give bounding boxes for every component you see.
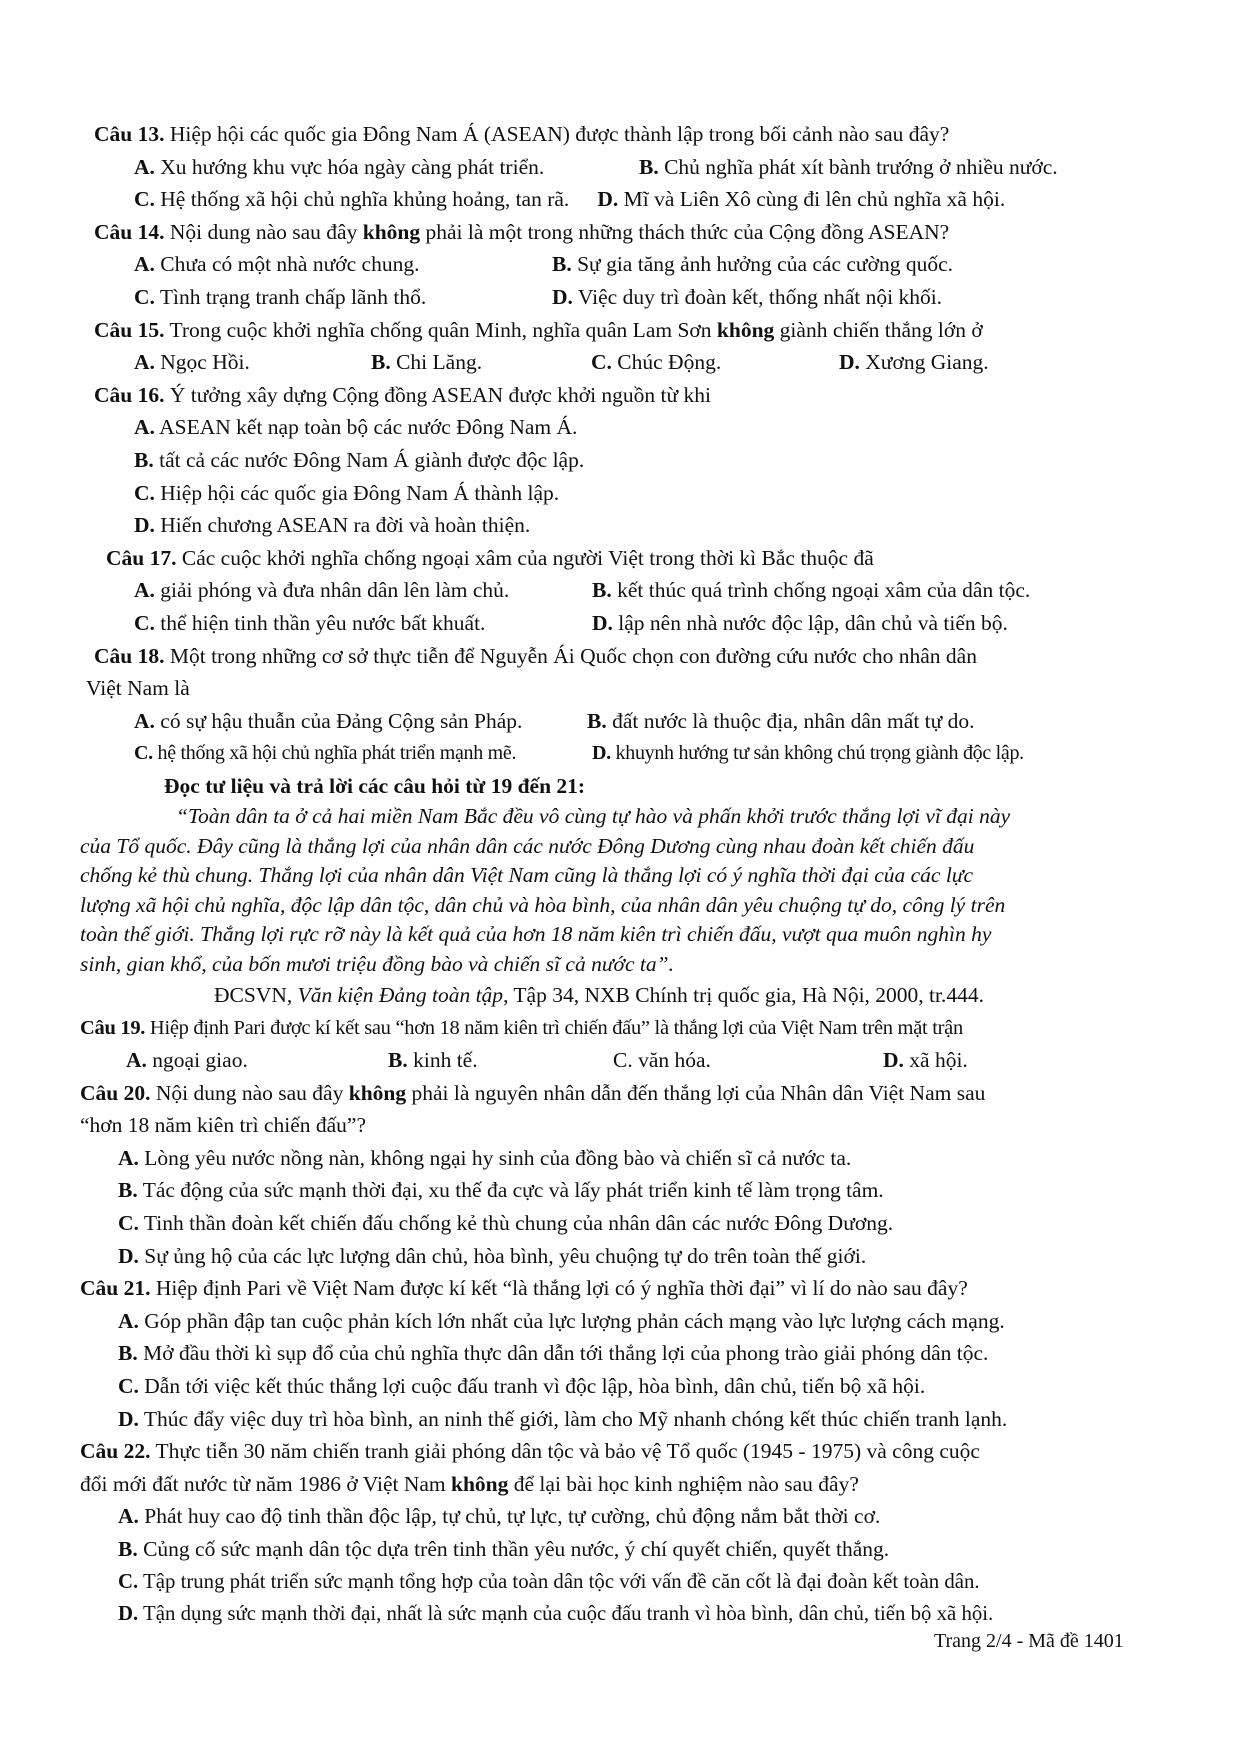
q14-option-a: Chưa có một nhà nước chung. [160,252,420,277]
q13-option-d: Mĩ và Liên Xô cùng đi lên chủ nghĩa xã hội. [623,187,1006,212]
quote-source: ĐCSVN, Văn kiện Đảng toàn tập, Tập 34, NXB Chính trị quốc gia, Hà Nội, 2000, tr.444. [214,982,984,1007]
q14-options-row-2: C. Tình trạng tranh chấp lãnh thổ. D. Việc duy trì đoàn kết, thống nhất nội khối. [134,284,943,309]
q14-option-b: Sự gia tăng ảnh hưởng của các cường quốc. [577,252,953,277]
q18-option-d: khuynh hướng tư sản không chú trọng giành độc lập. [615,742,1024,765]
q16-option-b: B. tất cả các nước Đông Nam Á giành được độc lập. [134,447,585,472]
q17-option-b: kết thúc quá trình chống ngoại xâm của dân tộc. [617,578,1031,603]
source-quote: “Toàn dân ta ở cả hai miền Nam Bắc đều vô cùng tự hào và phấn khởi trước thắng lợi vĩ đại này của Tổ quốc. Đây cũng là thắng lợi của nhân dân các nước Đông Dương cùng nhau đoàn kết chiến đấu chống kẻ thù chung. Thắng lợi của nhân dân Việt Nam cũng là thắng lợi có ý nghĩa thời đại của các lực lượng xã hội chủ nghĩa, độc lập dân tộc, dân chủ và hòa bình, của nhân dân yêu chuộng tự do, công lý trên toàn thế giới. Thắng lợi rực rỡ này là kết quả của hơn 18 năm kiên trì chiến đấu, vượt qua muôn nghìn hy sinh, gian khổ, của bốn mươi triệu đồng bào và chiến sĩ cả nước ta”. [80,804,1011,976]
q15-option-c: Chúc Động. [617,350,722,375]
q13-option-a: Xu hướng khu vực hóa ngày càng phát triển. [160,154,545,179]
q19-option-d: xã hội. [909,1048,968,1073]
q22-option-a: A. Phát huy cao độ tinh thần độc lập, tự chủ, tự lực, tự cường, chủ động nắm bắt thời cơ. [118,1504,881,1529]
q14-option-c: Tình trạng tranh chấp lãnh thổ. [159,284,427,309]
q15-option-a: Ngọc Hồi. [160,350,250,375]
q22-option-d: D. Tận dụng sức mạnh thời đại, nhất là sức mạnh của cuộc đấu tranh vì hòa bình, dân chủ, tiến bộ xã hội. [118,1602,994,1626]
q21-option-c: C. Dẫn tới việc kết thúc thắng lợi cuộc đấu tranh vì độc lập, hòa bình, dân chủ, tiến bộ xã hội. [118,1374,926,1399]
q18-options-row-2: C. hệ thống xã hội chủ nghĩa phát triển mạnh mẽ. D. khuynh hướng tư sản không chú trọng giành độc lập. [134,742,1024,765]
exam-page [80,118,1168,1631]
q16-option-c: C. Hiệp hội các quốc gia Đông Nam Á thành lập. [134,480,560,505]
q21-option-a: A. Góp phần đập tan cuộc phản kích lớn nhất của lực lượng phản cách mạng vào lực lượng cách mạng. [118,1308,1005,1333]
question-22: Câu 22. Thực tiễn 30 năm chiến tranh giải phóng dân tộc và bảo vệ Tổ quốc (1945 - 1975) và công cuộc [80,1439,980,1464]
q17-options-row-2: C. thể hiện tinh thần yêu nước bất khuất. D. lập nên nhà nước độc lập, dân chủ và tiến bộ. [134,610,1008,635]
q16-option-a: A. ASEAN kết nạp toàn bộ các nước Đông Nam Á. [134,415,578,440]
question-22-cont: đổi mới đất nước từ năm 1986 ở Việt Nam không để lại bài học kinh nghiệm nào sau đây? [80,1471,859,1496]
q13-option-b: Chủ nghĩa phát xít bành trướng ở nhiều nước. [664,154,1058,179]
q22-option-c: C. Tập trung phát triển sức mạnh tổng hợp của toàn dân tộc với vấn đề căn cốt là đại đoàn kết toàn dân. [118,1569,980,1593]
q19-option-c: văn hóa. [638,1048,711,1073]
question-20-cont: “hơn 18 năm kiên trì chiến đấu”? [80,1113,366,1138]
question-17: Câu 17. Các cuộc khởi nghĩa chống ngoại xâm của người Việt trong thời kì Bắc thuộc đã [106,545,874,570]
q19-options: A. ngoại giao. B. kinh tế. C. văn hóa. D. xã hội. [126,1048,968,1073]
question-15: Câu 15. Trong cuộc khởi nghĩa chống quân Minh, nghĩa quân Lam Sơn không giành chiến thắng lớn ở [94,317,983,342]
q20-option-b: B. Tác động của sức mạnh thời đại, xu thế đa cực và lấy phát triển kinh tế làm trọng tâm. [118,1178,884,1203]
q18-option-b: đất nước là thuộc địa, nhân dân mất tự do. [612,708,975,733]
q15-options: A. Ngọc Hồi. B. Chi Lăng. C. Chúc Động. D. Xương Giang. [134,350,989,375]
q20-option-c: C. Tinh thần đoàn kết chiến đấu chống kẻ thù chung của nhân dân các nước Đông Dương. [118,1211,894,1236]
q14-option-d: Việc duy trì đoàn kết, thống nhất nội khối. [577,284,943,309]
q17-option-c: thể hiện tinh thần yêu nước bất khuất. [160,610,486,635]
q15-option-b: Chi Lăng. [396,350,483,375]
reading-section-heading: Đọc tư liệu và trả lời các câu hỏi từ 19 đến 21: [164,773,586,798]
q14-options-row-1: A. Chưa có một nhà nước chung. B. Sự gia tăng ảnh hưởng của các cường quốc. [134,252,953,277]
question-18-cont: Việt Nam là [86,676,190,701]
q21-option-d: D. Thúc đẩy việc duy trì hòa bình, an ninh thế giới, làm cho Mỹ nhanh chóng kết thúc chiến tranh lạnh. [118,1406,1008,1431]
q21-option-b: B. Mở đầu thời kì sụp đổ của chủ nghĩa thực dân dẫn tới thắng lợi của phong trào giải phóng dân tộc. [118,1341,989,1366]
q20-option-d: D. Sự ủng hộ của các lực lượng dân chủ, hòa bình, yêu chuộng tự do trên toàn thế giới. [118,1243,867,1268]
question-16: Câu 16. Ý tưởng xây dựng Cộng đồng ASEAN được khởi nguồn từ khi [94,382,712,407]
q13-options-row-1: A. Xu hướng khu vực hóa ngày càng phát triển. B. Chủ nghĩa phát xít bành trướng ở nhiều nước. [134,154,1058,179]
q18-options-row-1: A. có sự hậu thuẫn của Đảng Cộng sản Pháp. B. đất nước là thuộc địa, nhân dân mất tự do. [134,708,975,733]
q16-option-d: D. Hiến chương ASEAN ra đời và hoàn thiện. [134,513,531,538]
q15-option-d: Xương Giang. [865,350,989,375]
q18-option-c: hệ thống xã hội chủ nghĩa phát triển mạnh mẽ. [157,742,517,765]
question-20: Câu 20. Nội dung nào sau đây không phải là nguyên nhân dẫn đến thắng lợi của Nhân dân Việt Nam sau [80,1080,986,1105]
q17-options-row-1: A. giải phóng và đưa nhân dân lên làm chủ. B. kết thúc quá trình chống ngoại xâm của dân tộc. [134,578,1031,603]
q22-option-b: B. Củng cố sức mạnh dân tộc dựa trên tinh thần yêu nước, ý chí quyết chiến, quyết thắng. [118,1537,890,1561]
q19-option-b: kinh tế. [413,1048,478,1073]
question-18: Câu 18. Một trong những cơ sở thực tiễn để Nguyễn Ái Quốc chọn con đường cứu nước cho nhân dân [94,643,977,668]
q17-option-d: lập nên nhà nước độc lập, dân chủ và tiến bộ. [618,610,1008,635]
q18-option-a: có sự hậu thuẫn của Đảng Cộng sản Pháp. [160,708,523,733]
question-21: Câu 21. Hiệp định Pari về Việt Nam được kí kết “là thắng lợi có ý nghĩa thời đại” vì lí do nào sau đây? [80,1276,968,1301]
q13-option-c: Hệ thống xã hội chủ nghĩa khủng hoảng, tan rã. [160,187,570,212]
question-13: Câu 13. Hiệp hội các quốc gia Đông Nam Á (ASEAN) được thành lập trong bối cảnh nào sau đây? [94,122,950,146]
question-19: Câu 19. Hiệp định Pari được kí kết sau “hơn 18 năm kiên trì chiến đấu” là thắng lợi của Việt Nam trên mặt trận [80,1016,963,1039]
page-footer: Trang 2/4 - Mã đề 1401 [934,1630,1124,1652]
q17-option-a: giải phóng và đưa nhân dân lên làm chủ. [160,578,510,603]
q19-option-a: ngoại giao. [152,1048,248,1073]
question-14: Câu 14. Nội dung nào sau đây không phải là một trong những thách thức của Cộng đồng ASEAN? [94,219,950,244]
q20-option-a: A. Lòng yêu nước nồng nàn, không ngại hy sinh của đồng bào và chiến sĩ cả nước ta. [118,1145,852,1170]
q13-options-row-2: C. Hệ thống xã hội chủ nghĩa khủng hoảng, tan rã. D. Mĩ và Liên Xô cùng đi lên chủ nghĩa xã hội. [134,187,1006,212]
